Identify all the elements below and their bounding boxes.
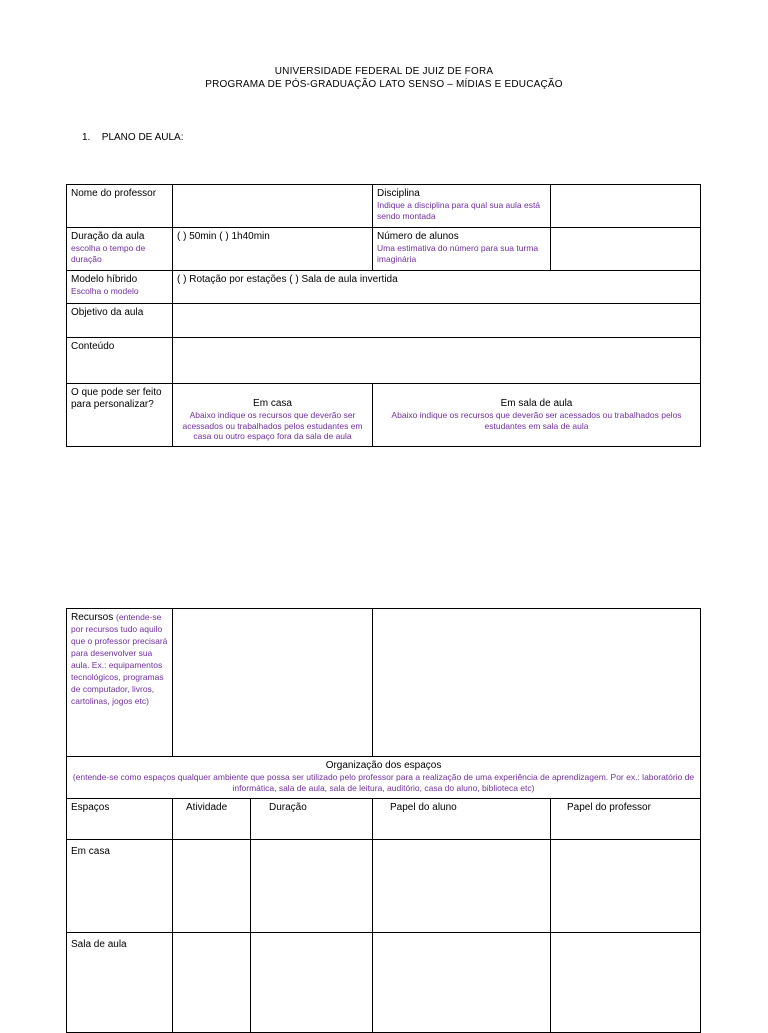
section-number: 1. bbox=[82, 132, 91, 143]
em-sala-title: Em sala de aula bbox=[500, 398, 573, 409]
professor-label-cell bbox=[67, 185, 173, 228]
modelo-label-cell bbox=[67, 271, 173, 304]
em-casa-title: Em casa bbox=[253, 398, 292, 409]
sala-duracao-cell[interactable] bbox=[251, 933, 373, 1033]
column-header-duracao bbox=[251, 799, 373, 840]
professor-input-cell[interactable] bbox=[173, 185, 373, 228]
conteudo-label-cell bbox=[67, 338, 173, 384]
recursos-label: Recursos bbox=[71, 612, 114, 623]
row-label: Sala de aula bbox=[71, 939, 127, 950]
em-casa-duracao-cell[interactable] bbox=[251, 840, 373, 933]
alunos-label: Número de alunos bbox=[377, 231, 459, 242]
program-name: PROGRAMA DE PÓS-GRADUAÇÃO LATO SENSO – MÍDIAS E EDUCAÇÃO bbox=[205, 79, 563, 90]
university-name: UNIVERSIDADE FEDERAL DE JUIZ DE FORA bbox=[274, 66, 494, 77]
duracao-options: ( ) 50min ( ) 1h40min bbox=[177, 231, 270, 242]
sala-papel-professor-cell[interactable] bbox=[551, 933, 701, 1033]
column-header-papel-professor bbox=[551, 799, 701, 840]
row-label-em-casa bbox=[67, 840, 173, 933]
disciplina-input-cell[interactable] bbox=[551, 185, 701, 228]
duracao-label-cell bbox=[67, 228, 173, 271]
em-sala-hint: Abaixo indique os recursos que deverão ser acessados ou trabalhados pelos estudantes em sala de aula bbox=[391, 410, 682, 431]
recursos-hint: (entende-se por recursos tudo aquilo que o professor precisará para desenvolver sua aula. Ex.: equipamentos tecnológicos, programas de computador, livros, cartolinas, jogos etc) bbox=[71, 612, 168, 706]
alunos-input-cell[interactable] bbox=[551, 228, 701, 271]
disciplina-label: Disciplina bbox=[377, 188, 420, 199]
organizacao-cell bbox=[67, 757, 701, 799]
conteudo-input-cell[interactable] bbox=[173, 338, 701, 384]
row-label-sala-de-aula bbox=[67, 933, 173, 1033]
recursos-casa-cell[interactable] bbox=[173, 609, 373, 757]
alunos-label-cell bbox=[373, 228, 551, 271]
recursos-label-cell bbox=[67, 609, 173, 757]
em-casa-cell[interactable] bbox=[173, 384, 373, 447]
disciplina-hint: Indique a disciplina para qual sua aula está sendo montada bbox=[377, 200, 541, 221]
conteudo-label: Conteúdo bbox=[71, 341, 115, 352]
section-title: PLANO DE AULA: bbox=[101, 132, 184, 143]
organizacao-title: Organização dos espaços bbox=[325, 760, 442, 771]
modelo-label: Modelo híbrido bbox=[71, 274, 138, 285]
personalizar-label-cell bbox=[67, 384, 173, 447]
professor-label: Nome do professor bbox=[71, 188, 157, 199]
column-header-label: Papel do professor bbox=[567, 802, 651, 813]
column-header-atividade bbox=[173, 799, 251, 840]
personalizar-label: O que pode ser feito para personalizar? bbox=[71, 387, 162, 410]
section-heading bbox=[82, 132, 183, 143]
recursos-sala-cell[interactable] bbox=[373, 609, 701, 757]
modelo-options-cell[interactable] bbox=[173, 271, 701, 304]
modelo-hint: Escolha o modelo bbox=[71, 286, 139, 296]
alunos-hint: Uma estimativa do número para sua turma imaginária bbox=[377, 243, 539, 264]
duracao-label: Duração da aula bbox=[71, 231, 145, 242]
em-casa-hint: Abaixo indique os recursos que deverão ser acessados ou trabalhados pelos estudantes em casa ou outro espaço fora da sala de aula bbox=[182, 410, 363, 441]
em-casa-atividade-cell[interactable] bbox=[173, 840, 251, 933]
disciplina-label-cell bbox=[373, 185, 551, 228]
sala-atividade-cell[interactable] bbox=[173, 933, 251, 1033]
objetivo-label-cell bbox=[67, 304, 173, 338]
lesson-plan-table bbox=[66, 184, 701, 447]
sala-papel-aluno-cell[interactable] bbox=[373, 933, 551, 1033]
em-casa-papel-aluno-cell[interactable] bbox=[373, 840, 551, 933]
column-header-label: Duração bbox=[269, 802, 307, 813]
spaces-table bbox=[66, 608, 701, 1033]
em-sala-cell[interactable] bbox=[373, 384, 701, 447]
duracao-options-cell[interactable] bbox=[173, 228, 373, 271]
column-header-papel-aluno bbox=[373, 799, 551, 840]
objetivo-input-cell[interactable] bbox=[173, 304, 701, 338]
row-label: Em casa bbox=[71, 846, 110, 857]
objetivo-label: Objetivo da aula bbox=[71, 307, 144, 318]
em-casa-papel-professor-cell[interactable] bbox=[551, 840, 701, 933]
column-header-espacos bbox=[67, 799, 173, 840]
organizacao-hint: (entende-se como espaços qualquer ambiente que possa ser utilizado pelo professor para a realização de uma experiência de aprendizagem. Por ex.: laboratório de informática, sala de aula, sala de leitura, auditório, casa do aluno, biblioteca etc) bbox=[72, 772, 695, 793]
duracao-hint: escolha o tempo de duração bbox=[71, 243, 146, 264]
column-header-label: Papel do aluno bbox=[390, 802, 457, 813]
modelo-options: ( ) Rotação por estações ( ) Sala de aula invertida bbox=[177, 274, 398, 285]
column-header-label: Atividade bbox=[186, 802, 228, 813]
column-header-label: Espaços bbox=[71, 802, 110, 813]
